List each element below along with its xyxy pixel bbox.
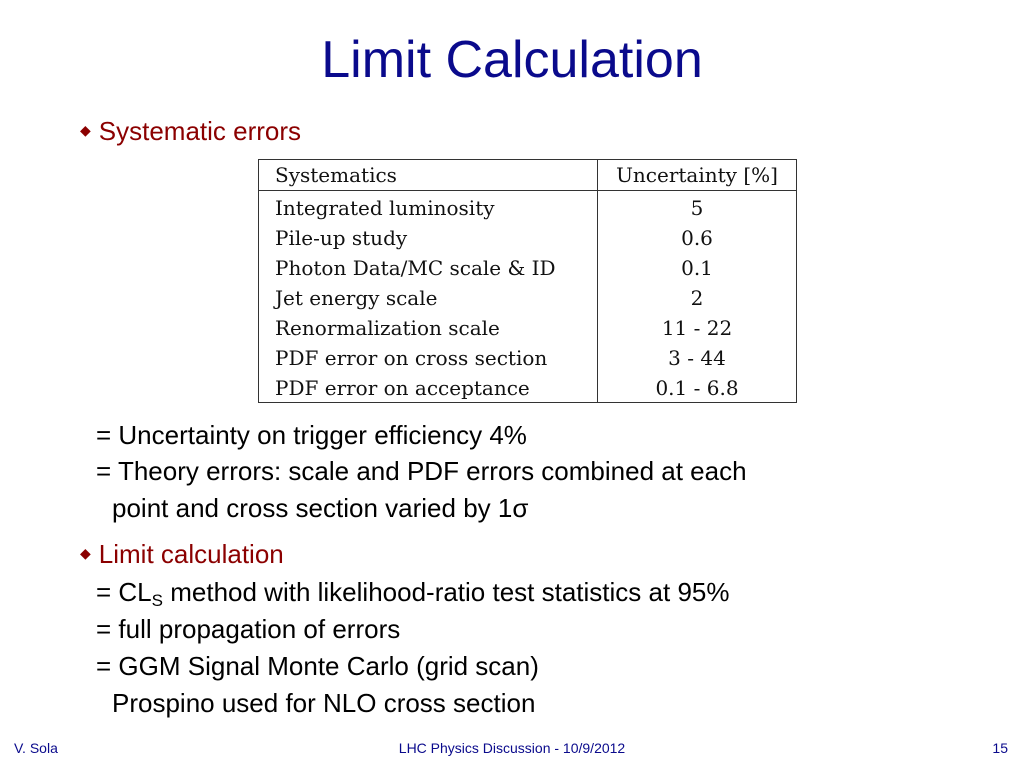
diamond-bullet-icon: ◆ [80, 122, 91, 138]
table-cell-uncertainty: 2 [690, 286, 704, 310]
table-row [259, 191, 796, 224]
cls-subscript: S [151, 591, 163, 610]
table-row [259, 343, 796, 373]
diamond-bullet-icon: ◆ [80, 545, 91, 561]
table-row [259, 313, 796, 343]
footer-page-number: 15 [992, 740, 1008, 756]
bullet-label: Limit calculation [98, 539, 284, 569]
footer-event: LHC Physics Discussion - 10/9/2012 [398, 740, 626, 756]
bullet-systematic-errors [80, 116, 301, 147]
systematics-line-theory: = Theory errors: scale and PDF errors combined at each [96, 456, 747, 486]
table-cell-systematic: Photon Data/MC scale & ID [259, 253, 598, 283]
table-row [259, 283, 796, 313]
limit-line-cls [96, 577, 729, 611]
table-row [259, 223, 796, 253]
column-header-systematics: Systematics [259, 160, 598, 191]
table-cell-systematic: Jet energy scale [259, 283, 598, 313]
table-cell-systematic: PDF error on cross section [259, 343, 598, 373]
cls-suffix: method with likelihood-ratio test statistics at 95% [163, 577, 730, 607]
table-row [259, 253, 796, 283]
table-cell-systematic: Pile-up study [259, 223, 598, 253]
bullet-limit-calculation [80, 539, 284, 570]
slide-title: Limit Calculation [321, 31, 703, 89]
bullet-label: Systematic errors [98, 116, 302, 146]
table-cell-systematic: Renormalization scale [259, 313, 598, 343]
table-cell-systematic: Integrated luminosity [259, 191, 598, 224]
limit-line-ggm: = GGM Signal Monte Carlo (grid scan) [96, 651, 539, 681]
footer-author: V. Sola [14, 740, 58, 756]
table-cell-uncertainty: 0.1 - 6.8 [655, 376, 739, 400]
systematics-line-trigger: = Uncertainty on trigger efficiency 4% [96, 420, 527, 450]
cls-prefix: = CL [96, 577, 152, 607]
limit-line-propagation: = full propagation of errors [96, 614, 401, 644]
column-header-uncertainty: Uncertainty [%] [598, 160, 797, 191]
table-cell-uncertainty: 3 - 44 [668, 346, 726, 370]
systematics-line-theory-cont: point and cross section varied by 1σ [112, 493, 529, 523]
table-cell-uncertainty: 0.6 [681, 226, 713, 250]
table-cell-uncertainty: 0.1 [681, 256, 713, 280]
table-cell-uncertainty: 5 [690, 196, 704, 220]
table-cell-uncertainty: 11 - 22 [661, 316, 733, 340]
table-header-row [259, 160, 796, 191]
systematics-table [258, 159, 797, 403]
table-row [259, 373, 796, 403]
table-cell-systematic: PDF error on acceptance [259, 373, 598, 403]
limit-line-prospino: Prospino used for NLO cross section [112, 688, 536, 718]
